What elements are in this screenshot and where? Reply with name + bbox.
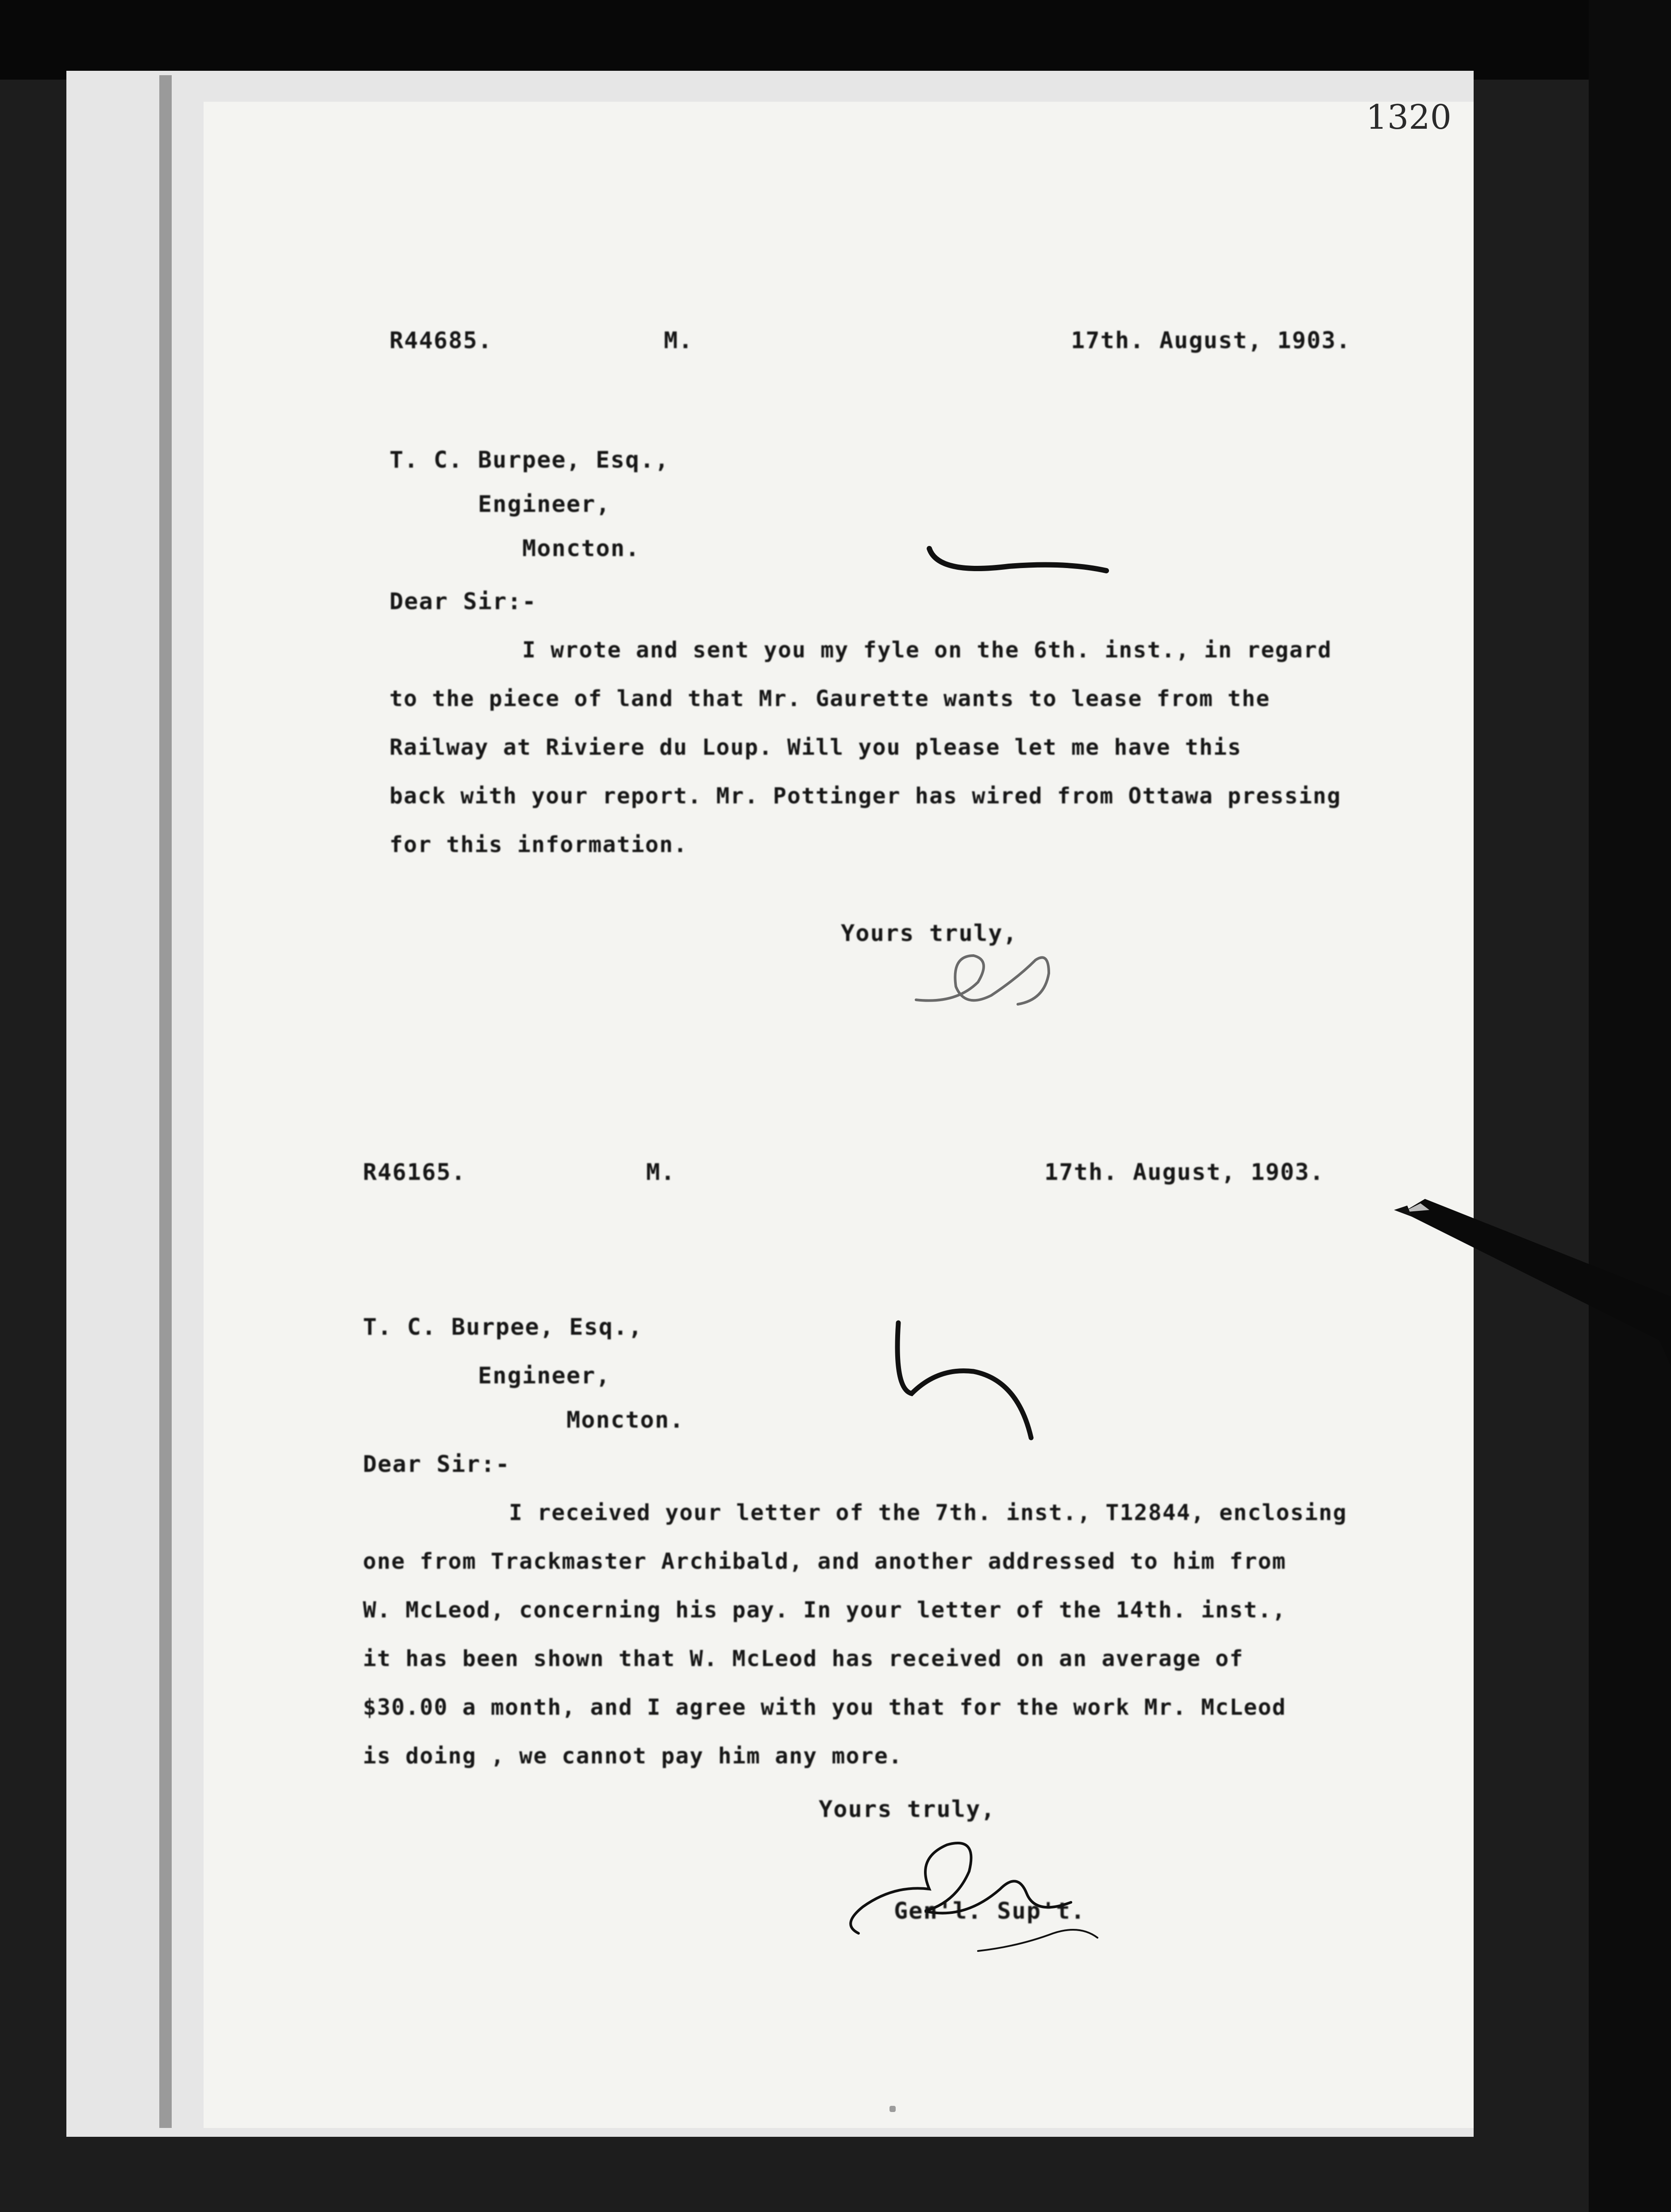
closing: Yours truly, [819, 1796, 996, 1823]
letter-mark: M. [646, 1159, 676, 1186]
body-line: Railway at Riviere du Loup. Will you please let me have this [389, 734, 1242, 760]
body-line: it has been shown that W. McLeod has received on an average of [363, 1646, 1244, 1671]
body-line: is doing , we cannot pay him any more. [363, 1743, 903, 1769]
body-line: back with your report. Mr. Pottinger has wired from Ottawa pressing [389, 783, 1341, 809]
body-line: one from Trackmaster Archibald, and another addressed to him from [363, 1548, 1286, 1574]
letterbook-page [204, 102, 1474, 2128]
paper-fold-edge [159, 75, 172, 2128]
folio-page-number: 1320 [1366, 97, 1452, 137]
dust-speck [889, 2106, 896, 2112]
addressee-title: Engineer, [478, 491, 611, 518]
body-line: I received your letter of the 7th. inst., T12844, enclosing [509, 1500, 1348, 1525]
addressee-title: Engineer, [478, 1363, 611, 1389]
addressee-city: Moncton. [566, 1407, 685, 1433]
initials-signature-1 [903, 933, 1089, 1022]
body-line: W. McLeod, concerning his pay. In your letter of the 14th. inst., [363, 1597, 1286, 1623]
body-line: for this information. [389, 832, 688, 857]
body-line: I wrote and sent you my fyle on the 6th. inst., in regard [522, 637, 1332, 663]
letter-mark: M. [664, 327, 693, 354]
salutation: Dear Sir:- [363, 1451, 511, 1478]
check-mark-2 [885, 1314, 1080, 1455]
signature-title: Gen'l. Sup't. [894, 1898, 1086, 1924]
film-border-right [1589, 0, 1671, 2212]
check-mark-1 [920, 535, 1142, 602]
closing: Yours truly, [841, 920, 1018, 947]
letter-reference: R44685. [389, 327, 493, 354]
letter-date: 17th. August, 1903. [1071, 327, 1351, 354]
handwritten-signature-2 [832, 1818, 1142, 1978]
pencil-object [1394, 1194, 1671, 1380]
body-line: to the piece of land that Mr. Gaurette wants to lease from the [389, 686, 1271, 711]
body-line: $30.00 a month, and I agree with you that for the work Mr. McLeod [363, 1694, 1286, 1720]
addressee-name: T. C. Burpee, Esq., [363, 1314, 643, 1340]
film-border-top [0, 0, 1671, 80]
letter-date: 17th. August, 1903. [1044, 1159, 1324, 1186]
salutation: Dear Sir:- [389, 588, 537, 615]
letter-reference: R46165. [363, 1159, 466, 1186]
addressee-city: Moncton. [522, 535, 640, 562]
addressee-name: T. C. Burpee, Esq., [389, 447, 670, 473]
